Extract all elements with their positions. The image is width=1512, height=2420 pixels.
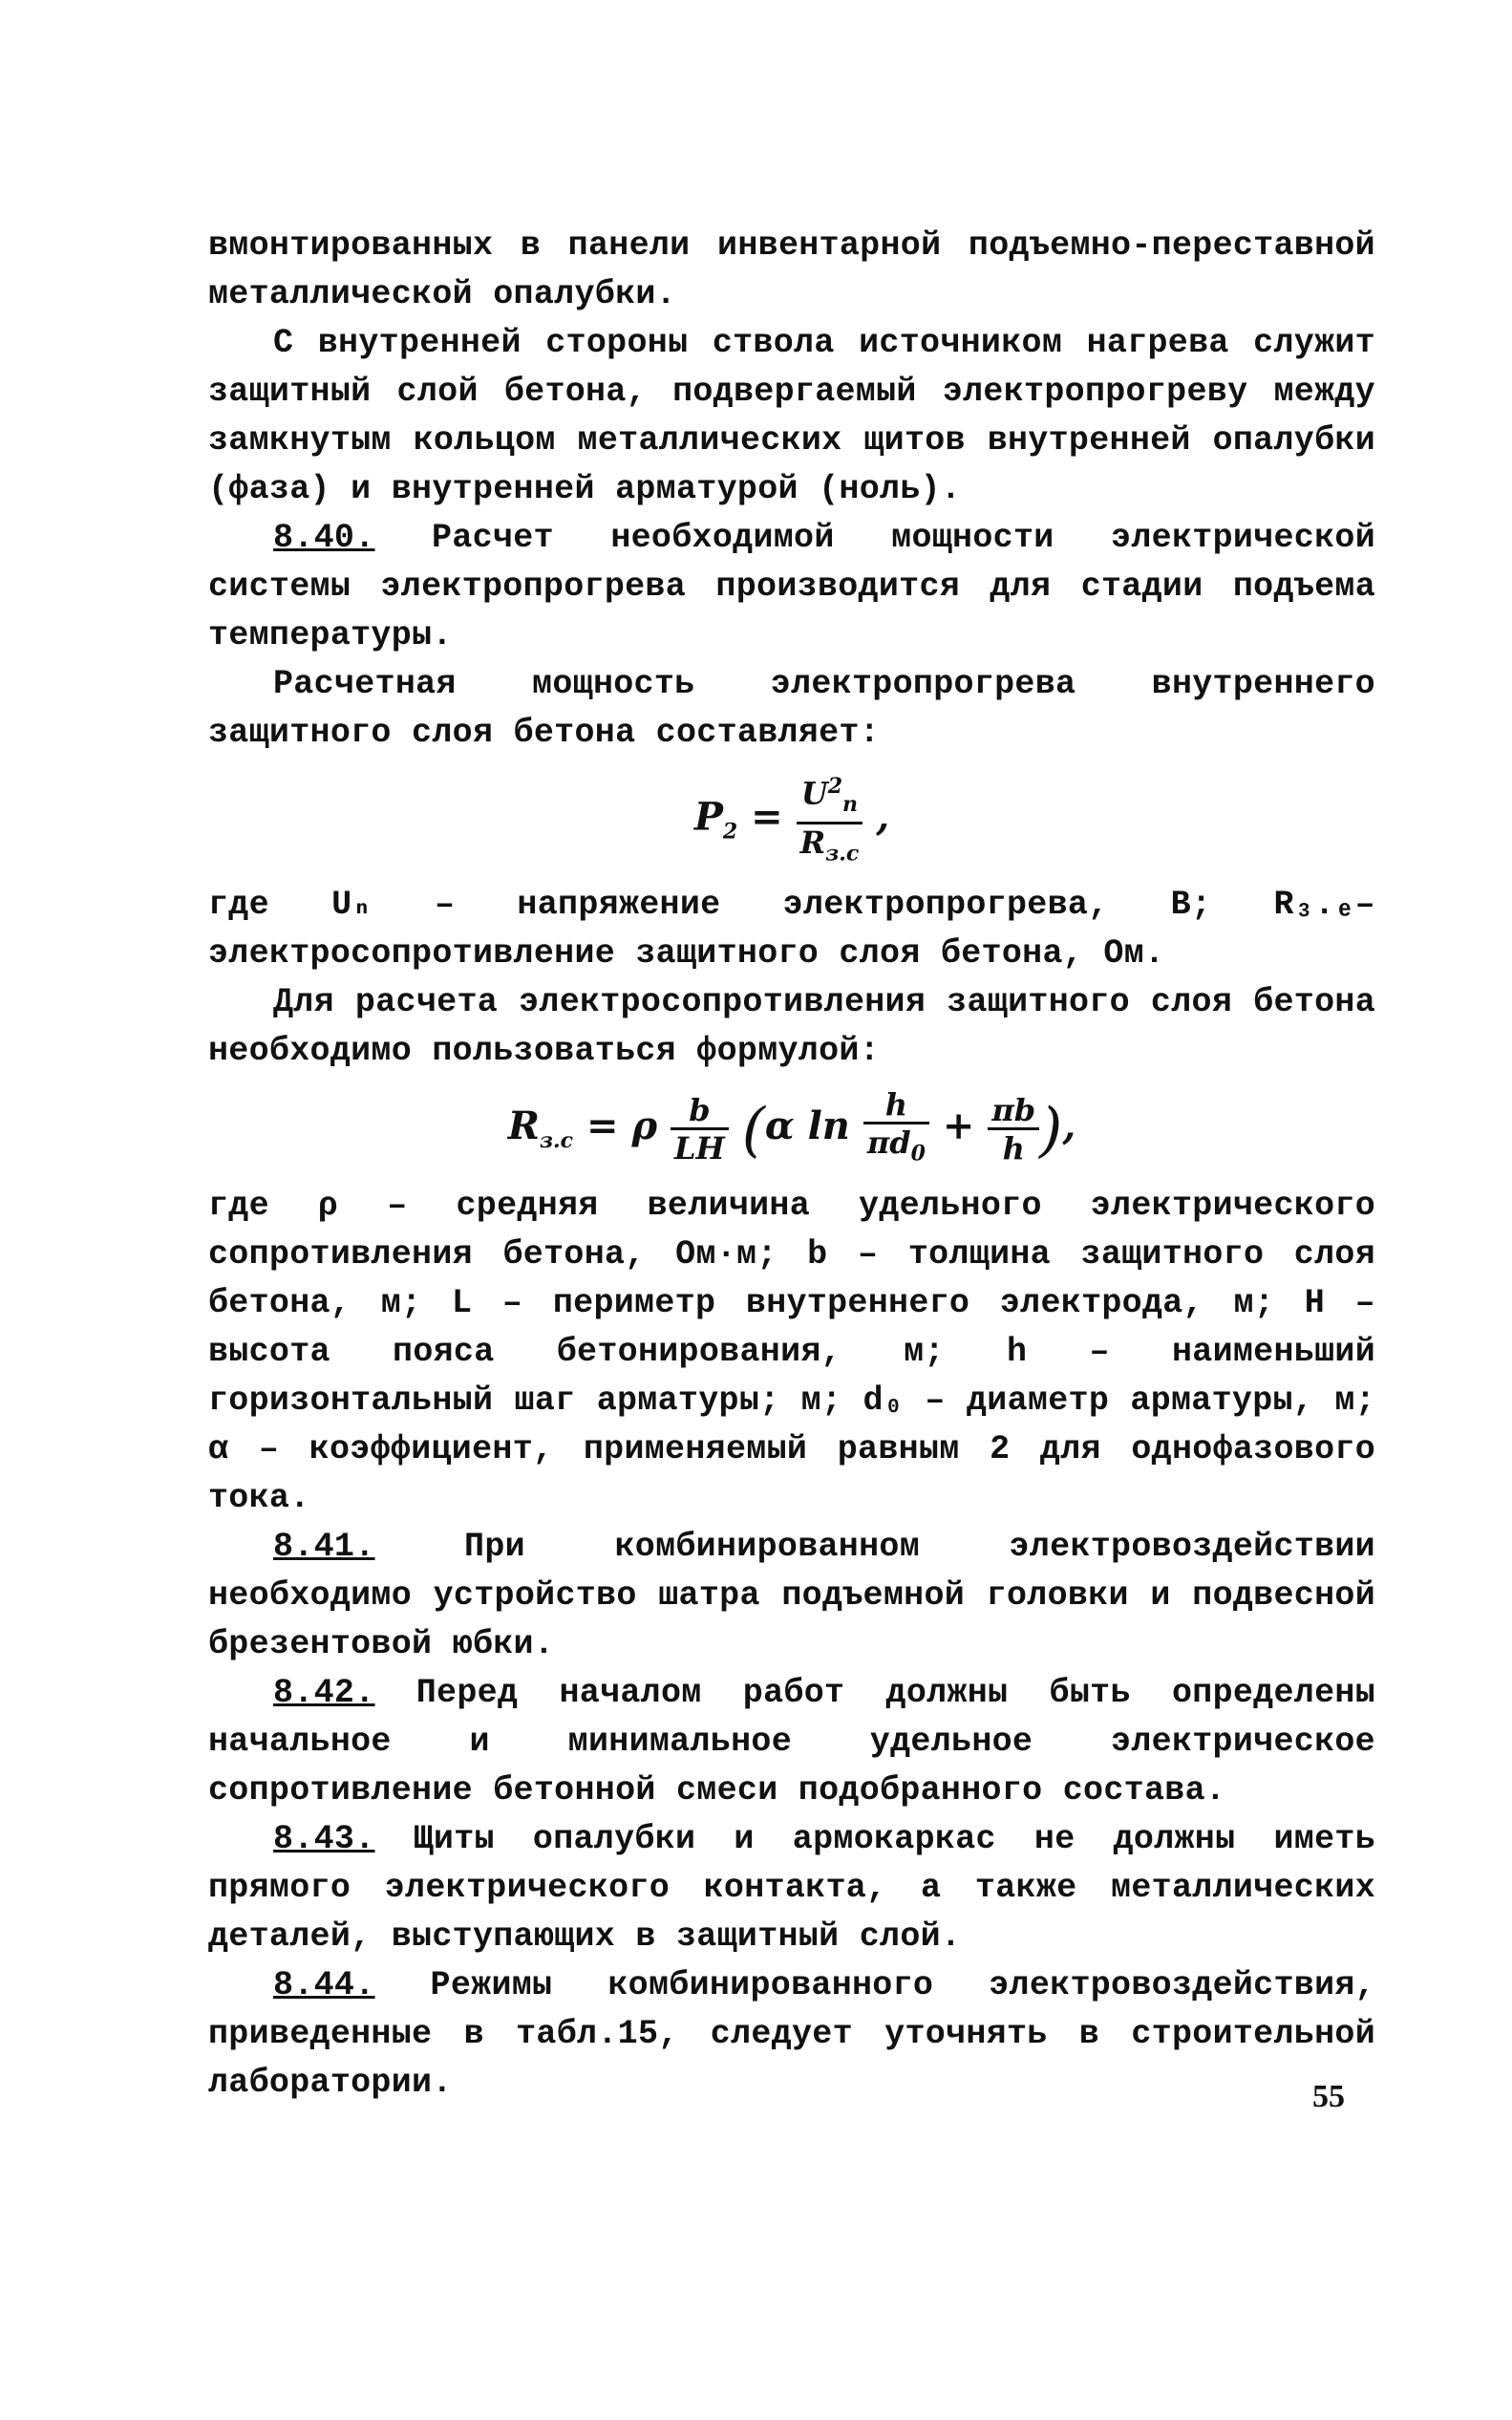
fraction-h-denominator: h xyxy=(1002,1130,1025,1167)
section-number-8-40: 8.40. xyxy=(273,519,375,557)
paragraph-8-40 xyxy=(208,514,1375,660)
section-number-8-44: 8.44. xyxy=(273,1965,375,2004)
section-number-8-43: 8.43. xyxy=(273,1819,375,1858)
formula-resistance-equals: = xyxy=(586,1103,619,1149)
paragraph-resistance-intro: Для расчета электросопротивления защитного слоя бетона необходимо пользоваться формулой: xyxy=(208,983,1375,1071)
paragraph-8-44-text: Режимы комбинированного электровоздействия, приведенные в табл.15, следует уточнять в строительной лаборатории. xyxy=(208,1965,1375,2102)
page-number: 55 xyxy=(1312,2079,1345,2114)
pid-symbol: πd xyxy=(866,1124,911,1162)
paragraph-8-43-text: Щиты опалубки и армокаркас не должны иметь прямого электрического контакта, а также металлических деталей, выступающих в защитный слой. xyxy=(208,1819,1375,1956)
fraction-pib-numerator: πb xyxy=(988,1093,1039,1130)
paragraph-8-40-text: Расчет необходимой мощности электрической системы электропрогрева производится для стадии подъема температуры. xyxy=(208,519,1375,654)
paragraph-8-41-text: При комбинированном электровоздействии необходимо устройство шатра подъемной головки и подвесной брезентовой юбки. xyxy=(208,1527,1375,1663)
fraction-h-numerator: h xyxy=(863,1087,929,1124)
right-parenthesis: ) xyxy=(1039,1095,1063,1166)
fraction-pid-denominator xyxy=(863,1124,929,1171)
formula-power-fraction xyxy=(797,769,863,871)
section-number-8-42: 8.42. xyxy=(273,1673,375,1712)
fraction-b-numerator: b xyxy=(671,1093,729,1130)
paragraph-8-44 xyxy=(208,1961,1375,2108)
formula-resistance-lhs-sub: з.с xyxy=(539,1128,574,1154)
formula-power xyxy=(208,769,1375,871)
formula-power-numerator xyxy=(797,769,863,825)
fraction-pib-over-h xyxy=(988,1093,1039,1167)
fraction-b-over-lh xyxy=(671,1093,729,1167)
paragraph-resistance-where: где ρ – средняя величина удельного электрического сопротивления бетона, Ом·м; b – толщина защитного слоя бетона, м; L – периметр внутреннего электрода, м; H – высота пояса бетонирования, м; h – наименьший горизонтальный шаг арматуры; м; d₀ – диаметр арматуры, м; α – коэффициент, применяемый равным 2 для однофазового тока. xyxy=(208,1186,1375,1517)
paragraph-8-42-text: Перед началом работ должны быть определены начальное и минимальное удельное электрическое сопротивление бетонной смеси подобранного состава. xyxy=(208,1673,1375,1810)
formula-resistance xyxy=(208,1087,1375,1171)
paragraph-heating-source: С внутренней стороны ствола источником нагрева служит защитный слой бетона, подвергаемый электропрогреву между замкнутым кольцом металлических щитов внутренней опалубки (фаза) и внутренней арматурой (ноль). xyxy=(208,324,1375,508)
left-parenthesis: ( xyxy=(741,1095,765,1166)
page-body xyxy=(208,222,1375,2108)
formula-power-equals: = xyxy=(751,794,783,840)
formula-power-lhs-sub: 2 xyxy=(722,819,738,845)
fraction-h-over-pid xyxy=(863,1087,929,1171)
numerator-sub: n xyxy=(842,792,859,818)
formula-resistance-rho: ρ xyxy=(631,1103,658,1149)
formula-power-lhs: P xyxy=(693,794,723,840)
alpha-ln: α ln xyxy=(764,1103,850,1149)
paragraph-8-42 xyxy=(208,1669,1375,1815)
formula-resistance-lhs: R xyxy=(507,1103,540,1149)
pid-sub: 0 xyxy=(910,1141,926,1167)
numerator-symbol: U xyxy=(800,775,828,812)
paragraph-8-43 xyxy=(208,1815,1375,1961)
section-number-8-41: 8.41. xyxy=(273,1527,375,1566)
paragraph-power-where: где Uₙ – напряжение электропрогрева, В; R₃.ₑ– электросопротивление защитного слоя бетона, Ом. xyxy=(208,886,1375,974)
formula-power-denominator xyxy=(797,825,863,871)
paragraph-power-intro: Расчетная мощность электропрогрева внутреннего защитного слоя бетона составляет: xyxy=(208,665,1375,752)
plus-sign: + xyxy=(942,1103,975,1149)
denominator-sub: з.с xyxy=(825,841,860,867)
numerator-sup: 2 xyxy=(827,774,843,799)
denominator-symbol: R xyxy=(799,825,826,862)
paragraph-8-41 xyxy=(208,1523,1375,1669)
fraction-lh-denominator: LH xyxy=(674,1130,725,1167)
formula-power-comma: , xyxy=(876,794,890,840)
paragraph-continuation: вмонтированных в панели инвентарной подъемно-переставной металлической опалубки. xyxy=(208,226,1375,313)
formula-resistance-comma: , xyxy=(1062,1103,1076,1149)
